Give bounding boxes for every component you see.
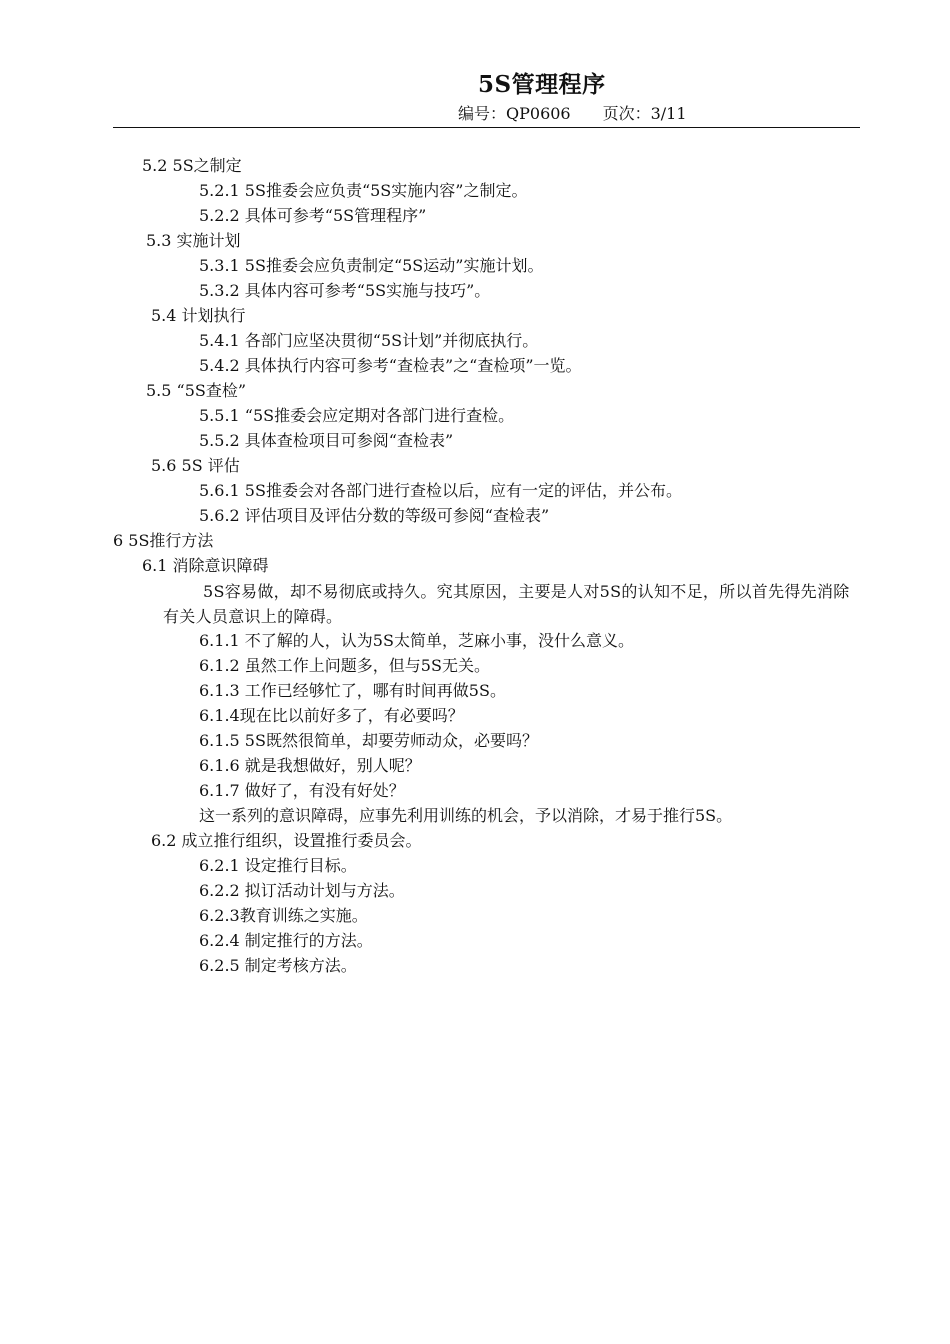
section-item: 5.5.1 “5S推委会应定期对各部门进行查检。 [199,406,515,425]
section-item: 6.1.6 就是我想做好，别人呢？ [199,756,421,775]
section-item: 5.6.1 5S推委会对各部门进行查检以后，应有一定的评估，并公布。 [199,481,682,500]
section-item: 5.5.2 具体查检项目可参阅“查检表” [199,431,454,450]
section-heading: 5.5 “5S查检” [146,381,247,400]
section-item: 6.2.4 制定推行的方法。 [199,931,373,950]
section-item: 6.1.4现在比以前好多了，有必要吗？ [199,706,464,725]
section-item: 6.1.3 工作已经够忙了，哪有时间再做5S。 [199,681,506,700]
chapter-heading: 6 5S推行方法 [113,531,214,550]
section-item: 6.2.5 制定考核方法。 [199,956,357,975]
header-divider [113,127,860,128]
section-item: 5.4.2 具体执行内容可参考“查检表”之“查检项”一览。 [199,356,582,375]
section-heading: 5.3 实施计划 [146,231,241,250]
section-item: 6.2.2 拟订活动计划与方法。 [199,881,405,900]
summary-line: 这一系列的意识障碍，应事先利用训练的机会，予以消除，才易于推行5S。 [199,806,733,825]
doc-number: 编号：QP0606 [458,104,571,123]
document-title: 5S管理程序 [478,71,606,98]
section-item: 5.3.2 具体内容可参考“5S实施与技巧”。 [199,281,491,300]
section-item: 6.1.1 不了解的人，认为5S太简单，芝麻小事，没什么意义。 [199,631,634,650]
section-item: 5.2.2 具体可参考“5S管理程序” [199,206,427,225]
section-item: 5.6.2 评估项目及评估分数的等级可参阅“查检表” [199,506,550,525]
section-item: 6.1.5 5S既然很简单，却要劳师动众，必要吗？ [199,731,538,750]
section-heading: 5.4 计划执行 [151,306,246,325]
body-paragraph: 5S容易做，却不易彻底或持久。究其原因，主要是人对5S的认知不足，所以首先得先消除有关人员意识上的障碍。 [163,582,850,626]
section-item: 5.4.1 各部门应坚决贯彻“5S计划”并彻底执行。 [199,331,539,350]
section-item: 6.1.2 虽然工作上问题多，但与5S无关。 [199,656,490,675]
section-heading: 5.6 5S 评估 [151,456,240,475]
section-item: 6.2.3教育训练之实施。 [199,906,368,925]
section-heading: 6.2 成立推行组织，设置推行委员会。 [151,831,422,850]
section-heading: 5.2 5S之制定 [142,156,242,175]
section-item: 5.2.1 5S推委会应负责“5S实施内容”之制定。 [199,181,528,200]
document-meta [458,101,687,124]
section-heading: 6.1 消除意识障碍 [142,556,269,575]
section-item: 6.1.7 做好了，有没有好处？ [199,781,405,800]
section-item: 6.2.1 设定推行目标。 [199,856,357,875]
section-item: 5.3.1 5S推委会应负责制定“5S运动”实施计划。 [199,256,544,275]
page-info: 页次：3/11 [602,104,687,123]
